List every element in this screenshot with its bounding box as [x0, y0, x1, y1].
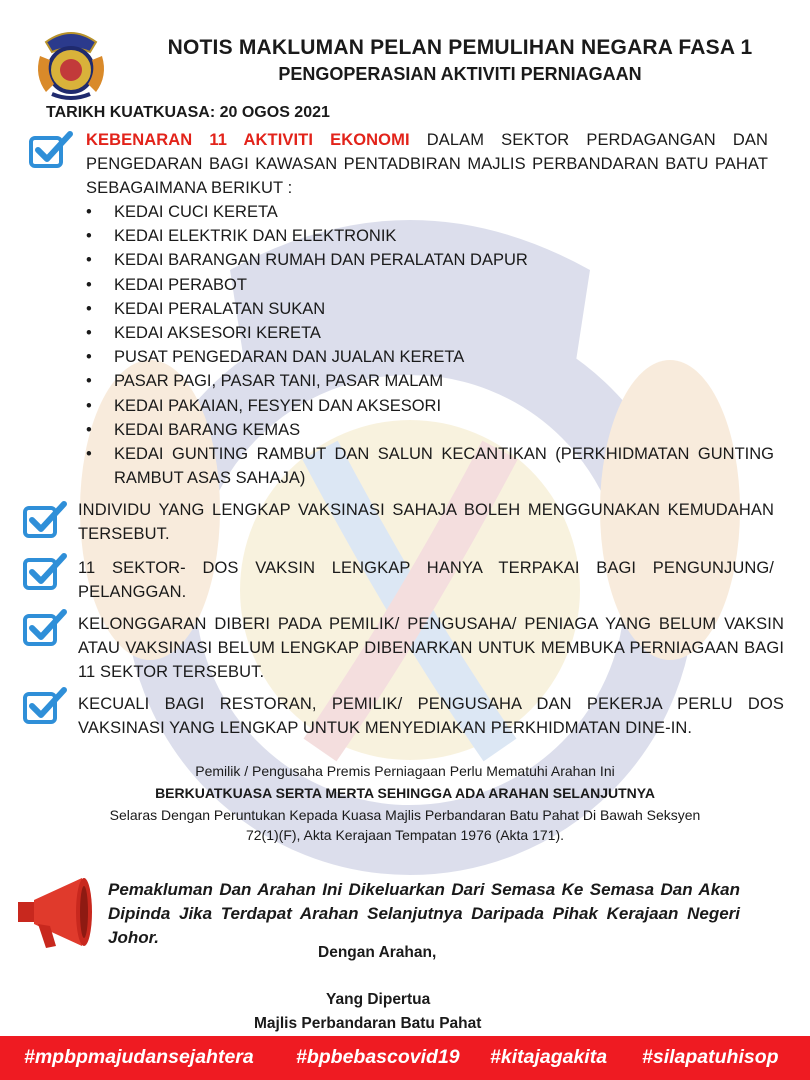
- hashtag: #mpbpmajudansejahtera: [24, 1046, 254, 1068]
- notice-title: NOTIS MAKLUMAN PELAN PEMULIHAN NEGARA FASA 1: [167, 36, 753, 59]
- intro-text: DALAM SEKTOR PERDAGANGAN DAN PENGEDARAN BAGI KAWASAN PENTADBIRAN MAJLIS PERBANDARAN BATU PAHAT SEBAGAIMANA BERIKUT :: [86, 131, 768, 197]
- notice-subtitle: PENGOPERASIAN AKTIVITI PERNIAGAAN: [278, 64, 642, 84]
- list-item: • KEDAI BARANGAN RUMAH DAN PERALATAN DAPUR: [84, 248, 774, 272]
- notice-line-4: 72(1)(F), Akta Kerajaan Tempatan 1976 (Akta 171).: [245, 827, 565, 843]
- list-item: • KEDAI PERALATAN SUKAN: [84, 297, 774, 321]
- hashtag: #bpbebascovid19: [296, 1046, 460, 1068]
- list-item: • KEDAI GUNTING RAMBUT DAN SALUN KECANTIKAN (PERKHIDMATAN GUNTING RAMBUT ASAS SAHAJA): [84, 442, 774, 490]
- list-item: • PASAR PAGI, PASAR TANI, PASAR MALAM: [84, 369, 774, 393]
- checkbox-checked-icon: [22, 608, 68, 648]
- point-vaccinated-only: INDIVIDU YANG LENGKAP VAKSINASI SAHAJA BOLEH MENGGUNAKAN KEMUDAHAN TERSEBUT.: [78, 501, 774, 543]
- point-restaurant-exception: KECUALI BAGI RESTORAN, PEMILIK/ PENGUSAHA DAN PEKERJA PERLU DOS VAKSINASI YANG LENGKAP UNTUK MENYEDIAKAN PERKHIDMATAN DINE-IN.: [78, 695, 784, 737]
- announcement-text: Pemakluman Dan Arahan Ini Dikeluarkan Dari Semasa Ke Semasa Dan Akan Dipinda Jika Terdapat Arahan Selanjutnya Daripada Pihak Kerajaan Negeri Johor.: [108, 880, 740, 947]
- notice-line-3: Selaras Dengan Peruntukan Kepada Kuasa Majlis Perbandaran Batu Pahat Di Bawah Seksyen: [109, 807, 701, 823]
- list-item: • KEDAI PAKAIAN, FESYEN DAN AKSESORI: [84, 394, 774, 418]
- megaphone-icon: [12, 868, 104, 952]
- highlight-text: KEBENARAN 11 AKTIVITI EKONOMI: [86, 131, 410, 149]
- list-item: • PUSAT PENGEDARAN DAN JUALAN KERETA: [84, 345, 774, 369]
- hashtag: #kitajagakita: [490, 1046, 608, 1068]
- hashtag-footer: [0, 1036, 810, 1080]
- list-item: • KEDAI BARANG KEMAS: [84, 418, 774, 442]
- council-crest-logo: [32, 20, 110, 102]
- section-intro: [86, 128, 768, 200]
- list-item: • KEDAI CUCI KERETA: [84, 200, 774, 224]
- signature-organization: Majlis Perbandaran Batu Pahat: [254, 1015, 482, 1032]
- signature-closing: Dengan Arahan,: [318, 944, 437, 961]
- economic-activity-list: [84, 200, 774, 490]
- point-owner-relaxation: KELONGGARAN DIBERI PADA PEMILIK/ PENGUSAHA/ PENIAGA YANG BELUM VAKSIN ATAU VAKSINASI BELUM LENGKAP DIBENARKAN UNTUK MEMBUKA PERNIAGAAN BAGI 11 SEKTOR TERSEBUT.: [78, 615, 784, 681]
- list-item: • KEDAI AKSESORI KERETA: [84, 321, 774, 345]
- point-full-dose-visitors: 11 SEKTOR- DOS VAKSIN LENGKAP HANYA TERPAKAI BAGI PENGUNJUNG/ PELANGGAN.: [78, 559, 774, 601]
- list-item: • KEDAI PERABOT: [84, 273, 774, 297]
- checkbox-checked-icon: [22, 686, 68, 726]
- effective-date: TARIKH KUATKUASA: 20 OGOS 2021: [46, 104, 330, 121]
- checkbox-checked-icon: [22, 552, 68, 592]
- checkbox-checked-icon: [28, 130, 74, 170]
- signature-role: Yang Dipertua: [326, 991, 431, 1008]
- list-item: • KEDAI ELEKTRIK DAN ELEKTRONIK: [84, 224, 774, 248]
- checkbox-checked-icon: [22, 500, 68, 540]
- hashtag: #silapatuhisop: [642, 1046, 779, 1068]
- notice-line-2: BERKUATKUASA SERTA MERTA SEHINGGA ADA ARAHAN SELANJUTNYA: [155, 785, 655, 801]
- notice-line-1: Pemilik / Pengusaha Premis Perniagaan Perlu Mematuhi Arahan Ini: [195, 763, 615, 779]
